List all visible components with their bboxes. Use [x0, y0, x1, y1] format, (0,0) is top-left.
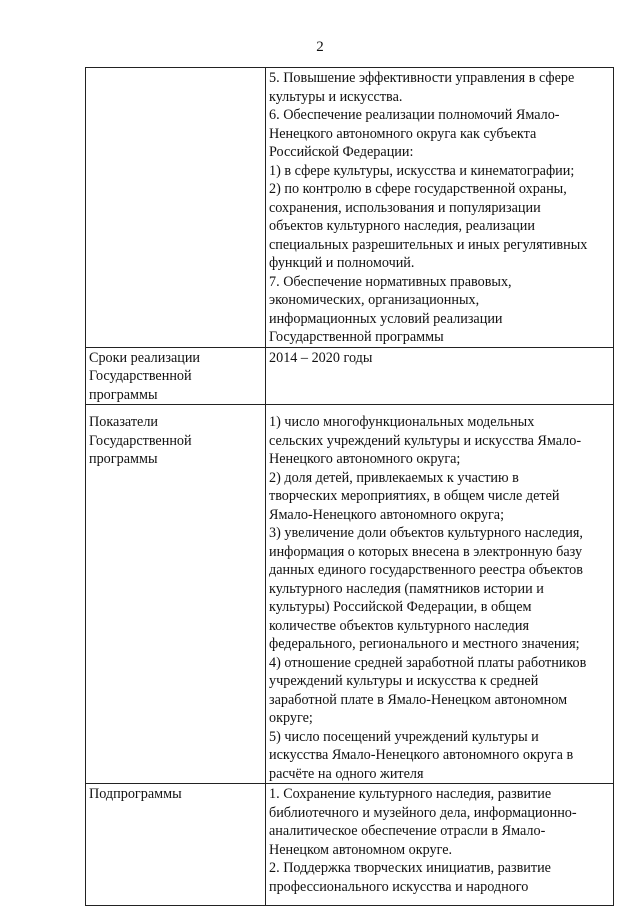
- text-line: 1) число многофункциональных модельных: [269, 414, 535, 430]
- text-line: количестве объектов культурного наследия: [269, 617, 530, 634]
- text-line: учреждений культуры и искусства к средней: [269, 673, 539, 689]
- label-line: Государственной: [89, 368, 192, 384]
- label-line: Сроки реализации: [89, 349, 201, 366]
- text-line: 2) доля детей, привлекаемых к участию в: [269, 469, 519, 486]
- text-line: 4) отношение средней заработной платы работников: [269, 654, 587, 671]
- text-line: искусства Ямало-Ненецкого автономного округа в: [269, 747, 574, 763]
- text-line: Ненецкого автономного округа;: [269, 451, 461, 467]
- text-line: библиотечного и музейного дела, информационно-: [269, 804, 577, 821]
- text-line: информационных условий реализации: [269, 310, 503, 327]
- text-line: Ямало-Ненецкого автономного округа;: [269, 506, 505, 523]
- text-line: Ненецком автономном округе.: [269, 841, 453, 858]
- text-line: функций и полномочий.: [269, 255, 415, 271]
- text-line: 6. Обеспечение реализации полномочий Ямало-: [269, 107, 560, 123]
- row-label-cell: [86, 784, 266, 906]
- table-row-subprograms: [86, 784, 614, 906]
- row-value-cell: [266, 68, 614, 348]
- row-label-cell: [86, 405, 266, 784]
- row-value-cell: [266, 347, 614, 405]
- text-line: 2014 – 2020 годы: [269, 349, 373, 366]
- row-value-cell: [266, 405, 614, 784]
- text-line: сохранения, использования и популяризации: [269, 199, 541, 216]
- text-line: заработной плате в Ямало-Ненецком автономном: [269, 691, 568, 708]
- text-line: культуры и искусства.: [269, 88, 403, 105]
- program-passport-table: [85, 67, 614, 906]
- table-row-implementation-period: [86, 347, 614, 405]
- text-line: федерального, регионального и местного значения;: [269, 636, 580, 652]
- label-line: Подпрограммы: [89, 786, 182, 802]
- text-line: расчёте на одного жителя: [269, 765, 424, 782]
- text-line: 5. Повышение эффективности управления в сфере: [269, 70, 575, 86]
- text-line: 1) в сфере культуры, искусства и кинематографии;: [269, 162, 575, 179]
- text-line: экономических, организационных,: [269, 292, 480, 308]
- page-number: 2: [316, 39, 324, 55]
- text-line: сельских учреждений культуры и искусства Ямало-: [269, 432, 582, 449]
- table-row-tasks-continued: [86, 68, 614, 348]
- table-row-indicators: [86, 405, 614, 784]
- row-value-cell: [266, 784, 614, 906]
- text-line: 2) по контролю в сфере государственной охраны,: [269, 181, 567, 197]
- text-line: Ненецкого автономного округа как субъекта: [269, 125, 537, 142]
- text-line: культуры) Российской Федерации, в общем: [269, 599, 532, 615]
- row-label-cell: [86, 347, 266, 405]
- text-line: данных единого государственного реестра объектов: [269, 562, 583, 578]
- text-line: аналитическое обеспечение отрасли в Ямало-: [269, 823, 546, 839]
- text-line: округе;: [269, 710, 313, 726]
- label-line: Показатели: [89, 414, 159, 430]
- text-line: Российской Федерации:: [269, 144, 414, 160]
- label-line: программы: [89, 451, 158, 467]
- text-line: 1. Сохранение культурного наследия, развитие: [269, 786, 552, 802]
- text-line: специальных разрешительных и иных регулятивных: [269, 236, 588, 253]
- text-line: объектов культурного наследия, реализации: [269, 218, 535, 234]
- text-line: 2. Поддержка творческих инициатив, развитие: [269, 860, 551, 876]
- text-line: культурного наследия (памятников истории и: [269, 580, 544, 597]
- text-line: Государственной программы: [269, 329, 444, 345]
- row-label-cell: [86, 68, 266, 348]
- text-line: 7. Обеспечение нормативных правовых,: [269, 273, 512, 290]
- text-line: 3) увеличение доли объектов культурного наследия,: [269, 525, 583, 541]
- text-line: 5) число посещений учреждений культуры и: [269, 728, 539, 745]
- label-line: программы: [89, 386, 158, 403]
- text-line: информация о которых внесена в электронную базу: [269, 543, 583, 560]
- label-line: Государственной: [89, 432, 192, 449]
- text-line: профессионального искусства и народного: [269, 878, 529, 895]
- text-line: творческих мероприятиях, в общем числе детей: [269, 488, 560, 504]
